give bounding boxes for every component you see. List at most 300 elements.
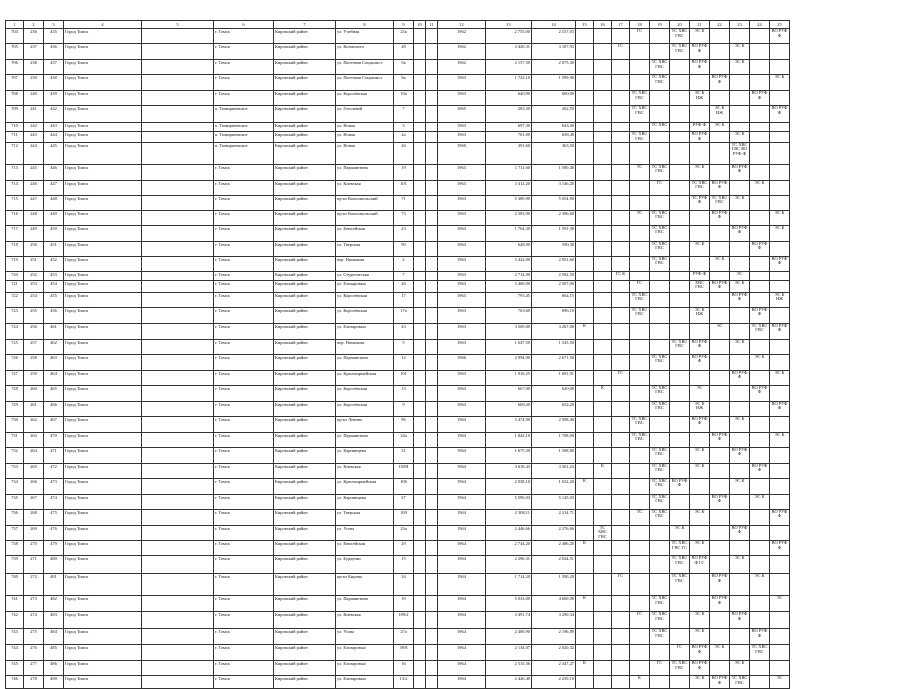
table-cell: 1963 (438, 280, 486, 292)
table-cell: Кировский район (274, 106, 336, 123)
service-cell (730, 210, 750, 225)
table-cell: ул. Королёвская (336, 91, 394, 106)
service-cell: ЭС К (710, 256, 730, 271)
table-cell (142, 225, 214, 241)
service-cell (730, 509, 750, 525)
service-cell (690, 75, 710, 91)
service-cell (612, 123, 630, 132)
service-cell (594, 164, 612, 180)
table-cell: ул. Енисейская (336, 225, 394, 241)
service-cell: ТС (630, 164, 650, 180)
service-cell (670, 60, 690, 75)
table-cell: 273 (24, 595, 44, 611)
table-cell (426, 142, 438, 164)
table-cell (414, 210, 426, 225)
service-cell (576, 106, 594, 123)
service-cell (594, 29, 612, 44)
table-cell: 285,30 (486, 106, 532, 123)
table-cell: Город Томск (64, 256, 142, 271)
service-cell (650, 271, 670, 280)
table-cell: 648,90 (486, 241, 532, 256)
service-cell (612, 416, 630, 432)
service-cell: ТС ХВС ГВС (670, 660, 690, 675)
table-cell: 467 (44, 416, 64, 432)
service-cell: К (576, 540, 594, 555)
table-cell: Кировский район (274, 75, 336, 91)
service-cell (710, 132, 730, 143)
table-cell: 590,30 (532, 241, 576, 256)
service-cell (576, 142, 594, 164)
service-cell (750, 370, 770, 385)
table-cell: 2 134,07 (486, 644, 532, 660)
service-cell (750, 195, 770, 210)
table-cell: 1963 (438, 307, 486, 323)
service-cell (612, 106, 630, 123)
service-cell: ЭС К (730, 44, 750, 60)
table-cell (414, 280, 426, 292)
service-cell (750, 432, 770, 447)
table-cell (414, 256, 426, 271)
service-cell (770, 339, 790, 354)
table-cell: 479 (44, 540, 64, 555)
service-cell (630, 447, 650, 463)
service-cell (594, 241, 612, 256)
table-cell: 101 (394, 180, 414, 195)
table-cell: 743 (6, 628, 24, 644)
service-cell (612, 292, 630, 307)
table-cell (426, 540, 438, 555)
table-cell: 2 276,66 (532, 525, 576, 540)
table-cell: 483 (44, 611, 64, 628)
table-cell: Кировский район (274, 180, 336, 195)
service-cell (770, 280, 790, 292)
table-cell: 262 (24, 416, 44, 432)
service-cell (750, 280, 770, 292)
service-cell (630, 180, 650, 195)
table-cell: 24а (394, 432, 414, 447)
table-cell: 486 (44, 660, 64, 675)
service-cell: ТС ХВС ГВС (650, 509, 670, 525)
service-cell: ТС ХВС ГВС (650, 463, 670, 478)
service-cell (710, 401, 730, 416)
table-cell: г. Томск (214, 370, 274, 385)
table-row (6, 307, 790, 323)
table-cell: 242 (24, 123, 44, 132)
table-cell (414, 540, 426, 555)
service-cell (630, 385, 650, 401)
table-cell: 481 (44, 573, 64, 595)
table-cell (142, 164, 214, 180)
table-cell: 1964 (438, 447, 486, 463)
service-cell (576, 463, 594, 478)
table-cell: 643,30 (532, 123, 576, 132)
table-row (6, 339, 790, 354)
table-cell: 277 (24, 660, 44, 675)
table-cell: Кировский район (274, 540, 336, 555)
service-cell (770, 123, 790, 132)
service-cell (690, 478, 710, 494)
service-cell: ВО РУФ Ф (710, 595, 730, 611)
service-cell (576, 195, 594, 210)
table-cell (426, 555, 438, 573)
table-cell: 1962 (438, 44, 486, 60)
table-cell: 664,15 (532, 292, 576, 307)
table-cell (426, 75, 438, 91)
column-header-8: 8 (336, 21, 394, 29)
table-cell: 263 (24, 432, 44, 447)
column-header-23: 23 (730, 21, 750, 29)
table-cell: Город Томск (64, 354, 142, 370)
table-cell: 2 537,03 (532, 29, 576, 44)
table-cell (426, 416, 438, 432)
service-cell (650, 644, 670, 660)
column-header-15: 15 (576, 21, 594, 29)
table-cell: 712 (6, 142, 24, 164)
table-cell: 1960 (438, 142, 486, 164)
service-cell (690, 494, 710, 509)
service-cell (576, 60, 594, 75)
service-cell (650, 132, 670, 143)
table-cell: 735 (6, 494, 24, 509)
table-cell (142, 644, 214, 660)
service-cell (594, 401, 612, 416)
service-cell (750, 339, 770, 354)
service-cell: ЭС К (690, 611, 710, 628)
service-cell (576, 447, 594, 463)
service-cell: К (576, 478, 594, 494)
service-cell (594, 660, 612, 675)
table-cell: 71 (394, 195, 414, 210)
table-cell: 15 (394, 555, 414, 573)
table-row (6, 555, 790, 573)
table-cell: Город Томск (64, 660, 142, 675)
service-cell (710, 416, 730, 432)
service-cell (670, 280, 690, 292)
service-cell: ТС ХВС ГВС (650, 256, 670, 271)
service-cell (730, 256, 750, 271)
table-cell: 10а (394, 91, 414, 106)
table-row (6, 60, 790, 75)
table-cell: 697,30 (486, 123, 532, 132)
table-cell: 447 (44, 180, 64, 195)
table-cell (414, 509, 426, 525)
service-cell (594, 595, 612, 611)
table-cell (142, 447, 214, 463)
table-cell: 5 389,90 (486, 195, 532, 210)
table-cell: 276 (24, 644, 44, 660)
table-cell (142, 91, 214, 106)
table-cell: 268 (24, 509, 44, 525)
service-cell (612, 644, 630, 660)
table-cell: 1964 (438, 644, 486, 660)
table-cell: 730 (6, 416, 24, 432)
service-cell (710, 628, 730, 644)
table-cell (142, 307, 214, 323)
table-cell: Город Томск (64, 675, 142, 688)
service-cell (612, 241, 630, 256)
table-row (6, 611, 790, 628)
table-cell: 3 412,20 (486, 180, 532, 195)
service-cell: ГС (650, 180, 670, 195)
table-row (6, 494, 790, 509)
service-cell: ВО РУФ Ф (750, 385, 770, 401)
service-cell (750, 256, 770, 271)
table-cell (414, 370, 426, 385)
table-cell (426, 60, 438, 75)
table-cell (414, 478, 426, 494)
table-cell: 31 (394, 447, 414, 463)
table-cell: 2 671,50 (532, 354, 576, 370)
service-cell (612, 323, 630, 339)
table-cell (414, 354, 426, 370)
table-cell: 1964 (438, 611, 486, 628)
table-cell: 3 618,43 (486, 463, 532, 478)
service-cell (612, 29, 630, 44)
table-cell: 733 (6, 463, 24, 478)
table-row (6, 354, 790, 370)
table-cell: ул. Тверская (336, 509, 394, 525)
table-cell: 1 916,25 (486, 370, 532, 385)
table-cell: 391,60 (486, 142, 532, 164)
table-cell: 452 (44, 256, 64, 271)
table-cell (142, 478, 214, 494)
table-cell: 704 (6, 29, 24, 44)
table-cell: 2 994,00 (486, 354, 532, 370)
table-cell: 1963 (438, 339, 486, 354)
table-cell: 270 (24, 540, 44, 555)
table-cell (426, 494, 438, 509)
service-cell: ЭС К (730, 280, 750, 292)
service-cell: ТС ХВС ГВС (650, 628, 670, 644)
table-cell: 465 (44, 385, 64, 401)
table-cell: 259 (24, 370, 44, 385)
service-cell (612, 595, 630, 611)
service-cell: ВО РУФ Ф (770, 540, 790, 555)
table-cell: Кировский район (274, 595, 336, 611)
table-cell: 256 (24, 323, 44, 339)
table-cell: г. Томск (214, 29, 274, 44)
service-cell: ЭС К (710, 644, 730, 660)
column-header-7: 7 (274, 21, 336, 29)
table-row (6, 509, 790, 525)
service-cell (750, 210, 770, 225)
service-cell: ТС ХВС ГВС (650, 447, 670, 463)
table-cell: 3 187,93 (532, 44, 576, 60)
table-cell: 2 582,50 (532, 271, 576, 280)
table-cell: 2 400,90 (486, 628, 532, 644)
service-cell (670, 271, 690, 280)
service-cell (612, 447, 630, 463)
service-cell: ЭС К (690, 241, 710, 256)
table-cell: 245 (24, 164, 44, 180)
service-cell (710, 307, 730, 323)
table-row (6, 478, 790, 494)
service-cell: РУФ Ф (690, 271, 710, 280)
table-cell: 729 (6, 401, 24, 416)
table-cell (426, 91, 438, 106)
table-cell: ул. Киевская (336, 611, 394, 628)
service-cell (730, 106, 750, 123)
column-header-19: 19 (650, 21, 670, 29)
service-cell: ТС ХВС ГВС (650, 494, 670, 509)
table-row (6, 370, 790, 385)
table-cell: Город Томск (64, 292, 142, 307)
table-cell: Город Томск (64, 478, 142, 494)
table-cell: п. Тимирязевское (214, 106, 274, 123)
housing-register-table (5, 20, 790, 689)
service-cell (770, 142, 790, 164)
table-cell: г. Томск (214, 478, 274, 494)
service-cell (630, 463, 650, 478)
service-cell (710, 611, 730, 628)
table-cell (414, 401, 426, 416)
service-cell (630, 478, 650, 494)
service-cell (576, 525, 594, 540)
table-cell: Город Томск (64, 164, 142, 180)
table-cell: 3 491,74 (486, 611, 532, 628)
table-cell: 1964 (438, 525, 486, 540)
service-cell (770, 494, 790, 509)
service-cell (750, 595, 770, 611)
table-cell: 260 (24, 385, 44, 401)
table-cell: г. Томск (214, 339, 274, 354)
service-cell (670, 323, 690, 339)
service-cell (750, 29, 770, 44)
service-cell (750, 525, 770, 540)
table-row (6, 91, 790, 106)
table-cell: 435 (44, 29, 64, 44)
table-cell: Город Томск (64, 29, 142, 44)
table-cell: Кировский район (274, 611, 336, 628)
table-cell (414, 132, 426, 143)
table-cell: 453 (44, 271, 64, 280)
table-cell: 708 (6, 91, 24, 106)
service-cell (612, 385, 630, 401)
service-cell (730, 595, 750, 611)
service-cell (670, 463, 690, 478)
table-cell: Город Томск (64, 307, 142, 323)
service-cell: ВО РУФ Ф (770, 509, 790, 525)
service-cell (730, 29, 750, 44)
table-cell: 28 (394, 44, 414, 60)
table-cell (414, 195, 426, 210)
table-cell (142, 106, 214, 123)
table-cell: 1964 (438, 540, 486, 555)
table-cell: 1963 (438, 256, 486, 271)
service-cell (730, 463, 750, 478)
table-cell: 742 (6, 611, 24, 628)
table-cell (414, 91, 426, 106)
column-header-17: 17 (612, 21, 630, 29)
table-cell: 2 214,71 (532, 509, 576, 525)
table-cell (426, 132, 438, 143)
service-cell (770, 180, 790, 195)
table-cell (426, 611, 438, 628)
service-cell (594, 292, 612, 307)
table-cell: 476 (44, 525, 64, 540)
service-cell (710, 292, 730, 307)
service-cell (710, 60, 730, 75)
service-cell (670, 142, 690, 164)
table-cell: 1964 (438, 416, 486, 432)
table-cell (414, 555, 426, 573)
service-cell (650, 573, 670, 595)
table-cell (426, 525, 438, 540)
service-cell (630, 60, 650, 75)
table-cell: Город Томск (64, 323, 142, 339)
table-cell (414, 29, 426, 44)
service-cell (576, 292, 594, 307)
service-cell (612, 280, 630, 292)
service-cell (670, 123, 690, 132)
table-cell: 443 (44, 123, 64, 132)
table-cell: ул. Бурденко (336, 555, 394, 573)
table-cell: Кировский район (274, 29, 336, 44)
table-cell (142, 416, 214, 432)
table-cell: 1963 (438, 292, 486, 307)
table-cell: 254 (24, 292, 44, 307)
service-cell: ВО РУФ Ф (710, 432, 730, 447)
service-cell: ВО РУФ Ф (690, 660, 710, 675)
service-cell (630, 142, 650, 164)
table-cell: 620,00 (532, 385, 576, 401)
table-cell: 455 (44, 292, 64, 307)
column-header-20: 20 (670, 21, 690, 29)
table-cell: 669,20 (486, 401, 532, 416)
table-cell: 454 (44, 280, 64, 292)
service-cell (612, 142, 630, 164)
column-header-10: 10 (414, 21, 426, 29)
service-cell (650, 525, 670, 540)
table-cell: 717 (6, 225, 24, 241)
table-cell: Кировский район (274, 241, 336, 256)
table-cell: г. Томск (214, 75, 274, 91)
service-cell (630, 271, 650, 280)
table-cell: Кировский район (274, 675, 336, 688)
service-cell (650, 555, 670, 573)
table-cell: ул. Карпинцева (336, 494, 394, 509)
table-cell: 1 632,20 (532, 478, 576, 494)
table-cell (142, 675, 214, 688)
service-cell (670, 494, 690, 509)
service-cell (594, 447, 612, 463)
table-cell: 744 (6, 644, 24, 660)
table-cell: 274 (24, 611, 44, 628)
table-cell (414, 385, 426, 401)
table-cell (142, 370, 214, 385)
table-cell: Кировский район (274, 123, 336, 132)
service-cell (650, 323, 670, 339)
table-row (6, 675, 790, 688)
service-cell: ЭС К (730, 339, 750, 354)
service-cell (594, 370, 612, 385)
service-cell (670, 401, 690, 416)
service-cell (594, 195, 612, 210)
table-cell (142, 292, 214, 307)
table-cell: Город Томск (64, 555, 142, 573)
table-cell: 3 (394, 123, 414, 132)
service-cell (594, 478, 612, 494)
table-row (6, 385, 790, 401)
service-cell: ЭС К (690, 509, 710, 525)
table-cell: Город Томск (64, 385, 142, 401)
table-cell: 658,40 (532, 132, 576, 143)
service-cell (670, 164, 690, 180)
table-cell: 3 267,00 (532, 323, 576, 339)
service-cell (690, 256, 710, 271)
table-cell (414, 628, 426, 644)
service-cell (594, 416, 612, 432)
